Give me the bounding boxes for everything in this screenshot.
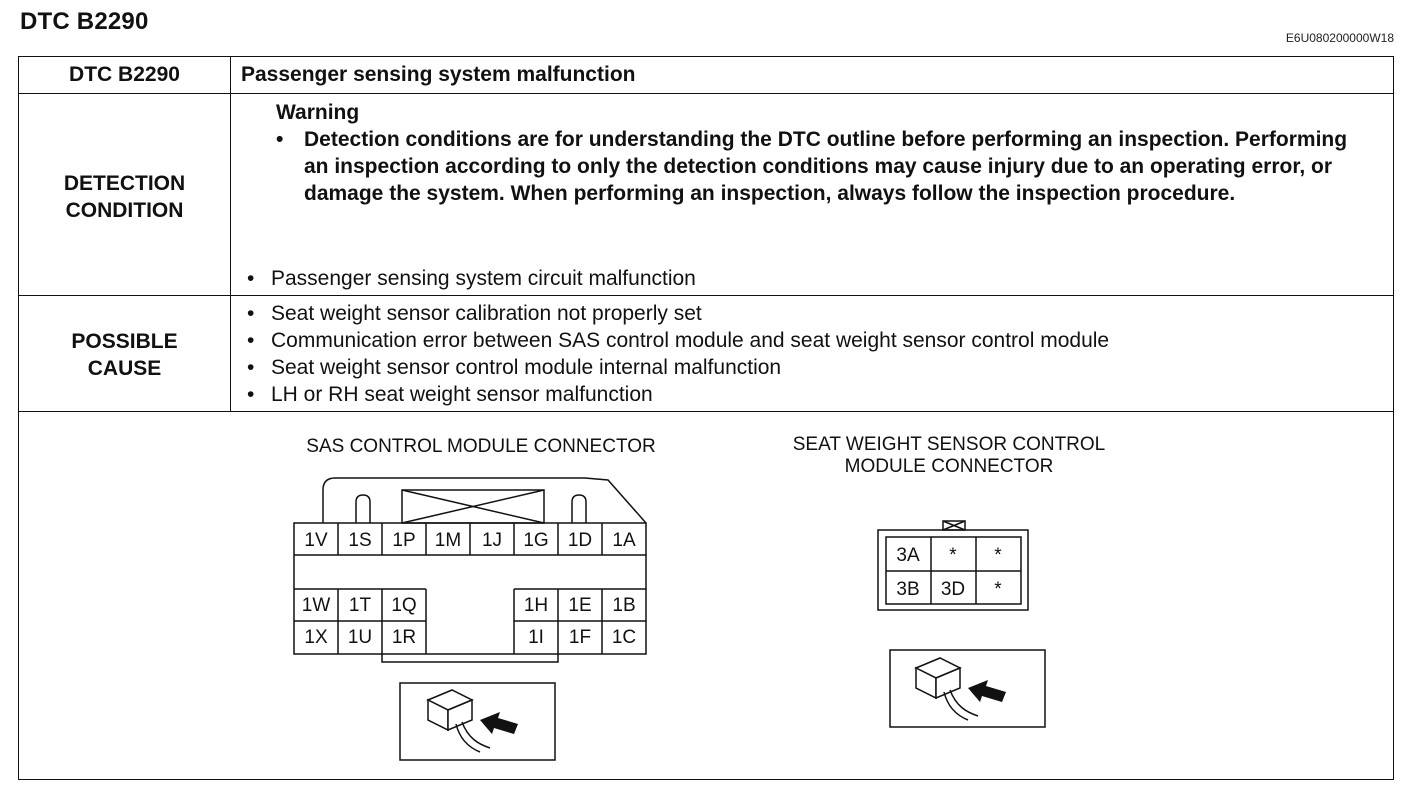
sas-connector-latch — [323, 478, 646, 523]
pin-label: * — [949, 545, 957, 566]
list-item: • Communication error between SAS control module and seat weight sensor control module — [241, 327, 1361, 354]
pin-label: 1F — [568, 627, 592, 648]
pin-label: 1E — [568, 595, 592, 616]
arrow-icon — [968, 680, 1006, 702]
warning-text: • Detection conditions are for understanding the DTC outline before performing an inspection. Performing an inspection according to only the detection conditions may cause injury due to an operating error, or damage the system. When performing an inspection, always follow the inspection procedure. — [274, 126, 1376, 207]
pin-label: 3D — [940, 579, 966, 600]
pin-label: 1J — [481, 530, 503, 551]
pin-label: * — [994, 579, 1002, 600]
pin-label: 1M — [434, 530, 462, 551]
possible-label-line2: CAUSE — [87, 357, 162, 380]
pin-label: 1I — [528, 627, 544, 648]
pin-label: 1W — [301, 595, 331, 616]
pin-label: 1S — [348, 530, 372, 551]
list-item: • LH or RH seat weight sensor malfunction — [241, 381, 1361, 408]
list-item: • Passenger sensing system circuit malfunction — [241, 265, 1361, 292]
connector-plug-icon — [916, 658, 978, 720]
pin-label: 3B — [896, 579, 920, 600]
pin-label: 1G — [523, 530, 549, 551]
pin-label: 1X — [304, 627, 328, 648]
sws-pin-labels — [896, 545, 1002, 600]
pin-label: 1C — [611, 627, 637, 648]
pin-label: * — [994, 545, 1002, 566]
sas-connector-loop — [356, 495, 370, 523]
list-item: • Seat weight sensor control module internal malfunction — [241, 354, 1361, 381]
connector-plug-icon — [428, 690, 490, 752]
sws-caption-line2: MODULE CONNECTOR — [844, 456, 1054, 477]
sas-connector-bracket — [382, 654, 558, 662]
warning-title: Warning — [276, 101, 360, 124]
sas-connector-icon — [400, 683, 555, 760]
document-title: DTC B2290 — [20, 8, 149, 35]
sws-caption-line1: SEAT WEIGHT SENSOR CONTROL — [792, 434, 1106, 455]
pin-label: 3A — [896, 545, 920, 566]
pin-label: 1D — [567, 530, 593, 551]
sas-connector-loop — [572, 495, 586, 523]
pin-label: 1P — [392, 530, 416, 551]
dtc-code-cell: DTC B2290 — [69, 63, 180, 86]
sas-connector-diagram — [294, 478, 646, 662]
pin-label: 1Q — [391, 595, 417, 616]
pin-label: 1V — [304, 530, 328, 551]
pin-label: 1T — [348, 595, 372, 616]
detection-label-line2: CONDITION — [65, 199, 184, 222]
sws-connector-icon — [890, 650, 1045, 727]
list-item: • Seat weight sensor calibration not properly set — [241, 300, 1361, 327]
pin-label: 1H — [523, 595, 549, 616]
pin-label: 1B — [612, 595, 636, 616]
pin-label: 1U — [347, 627, 373, 648]
detection-label-line1: DETECTION — [63, 172, 186, 195]
pin-label: 1R — [391, 627, 417, 648]
pin-label: 1A — [612, 530, 636, 551]
document-code: E6U080200000W18 — [1285, 31, 1394, 45]
sas-connector-caption: SAS CONTROL MODULE CONNECTOR — [306, 436, 656, 457]
arrow-icon — [480, 712, 518, 734]
dtc-description-cell: Passenger sensing system malfunction — [241, 63, 636, 86]
possible-label-line1: POSSIBLE — [71, 330, 178, 353]
